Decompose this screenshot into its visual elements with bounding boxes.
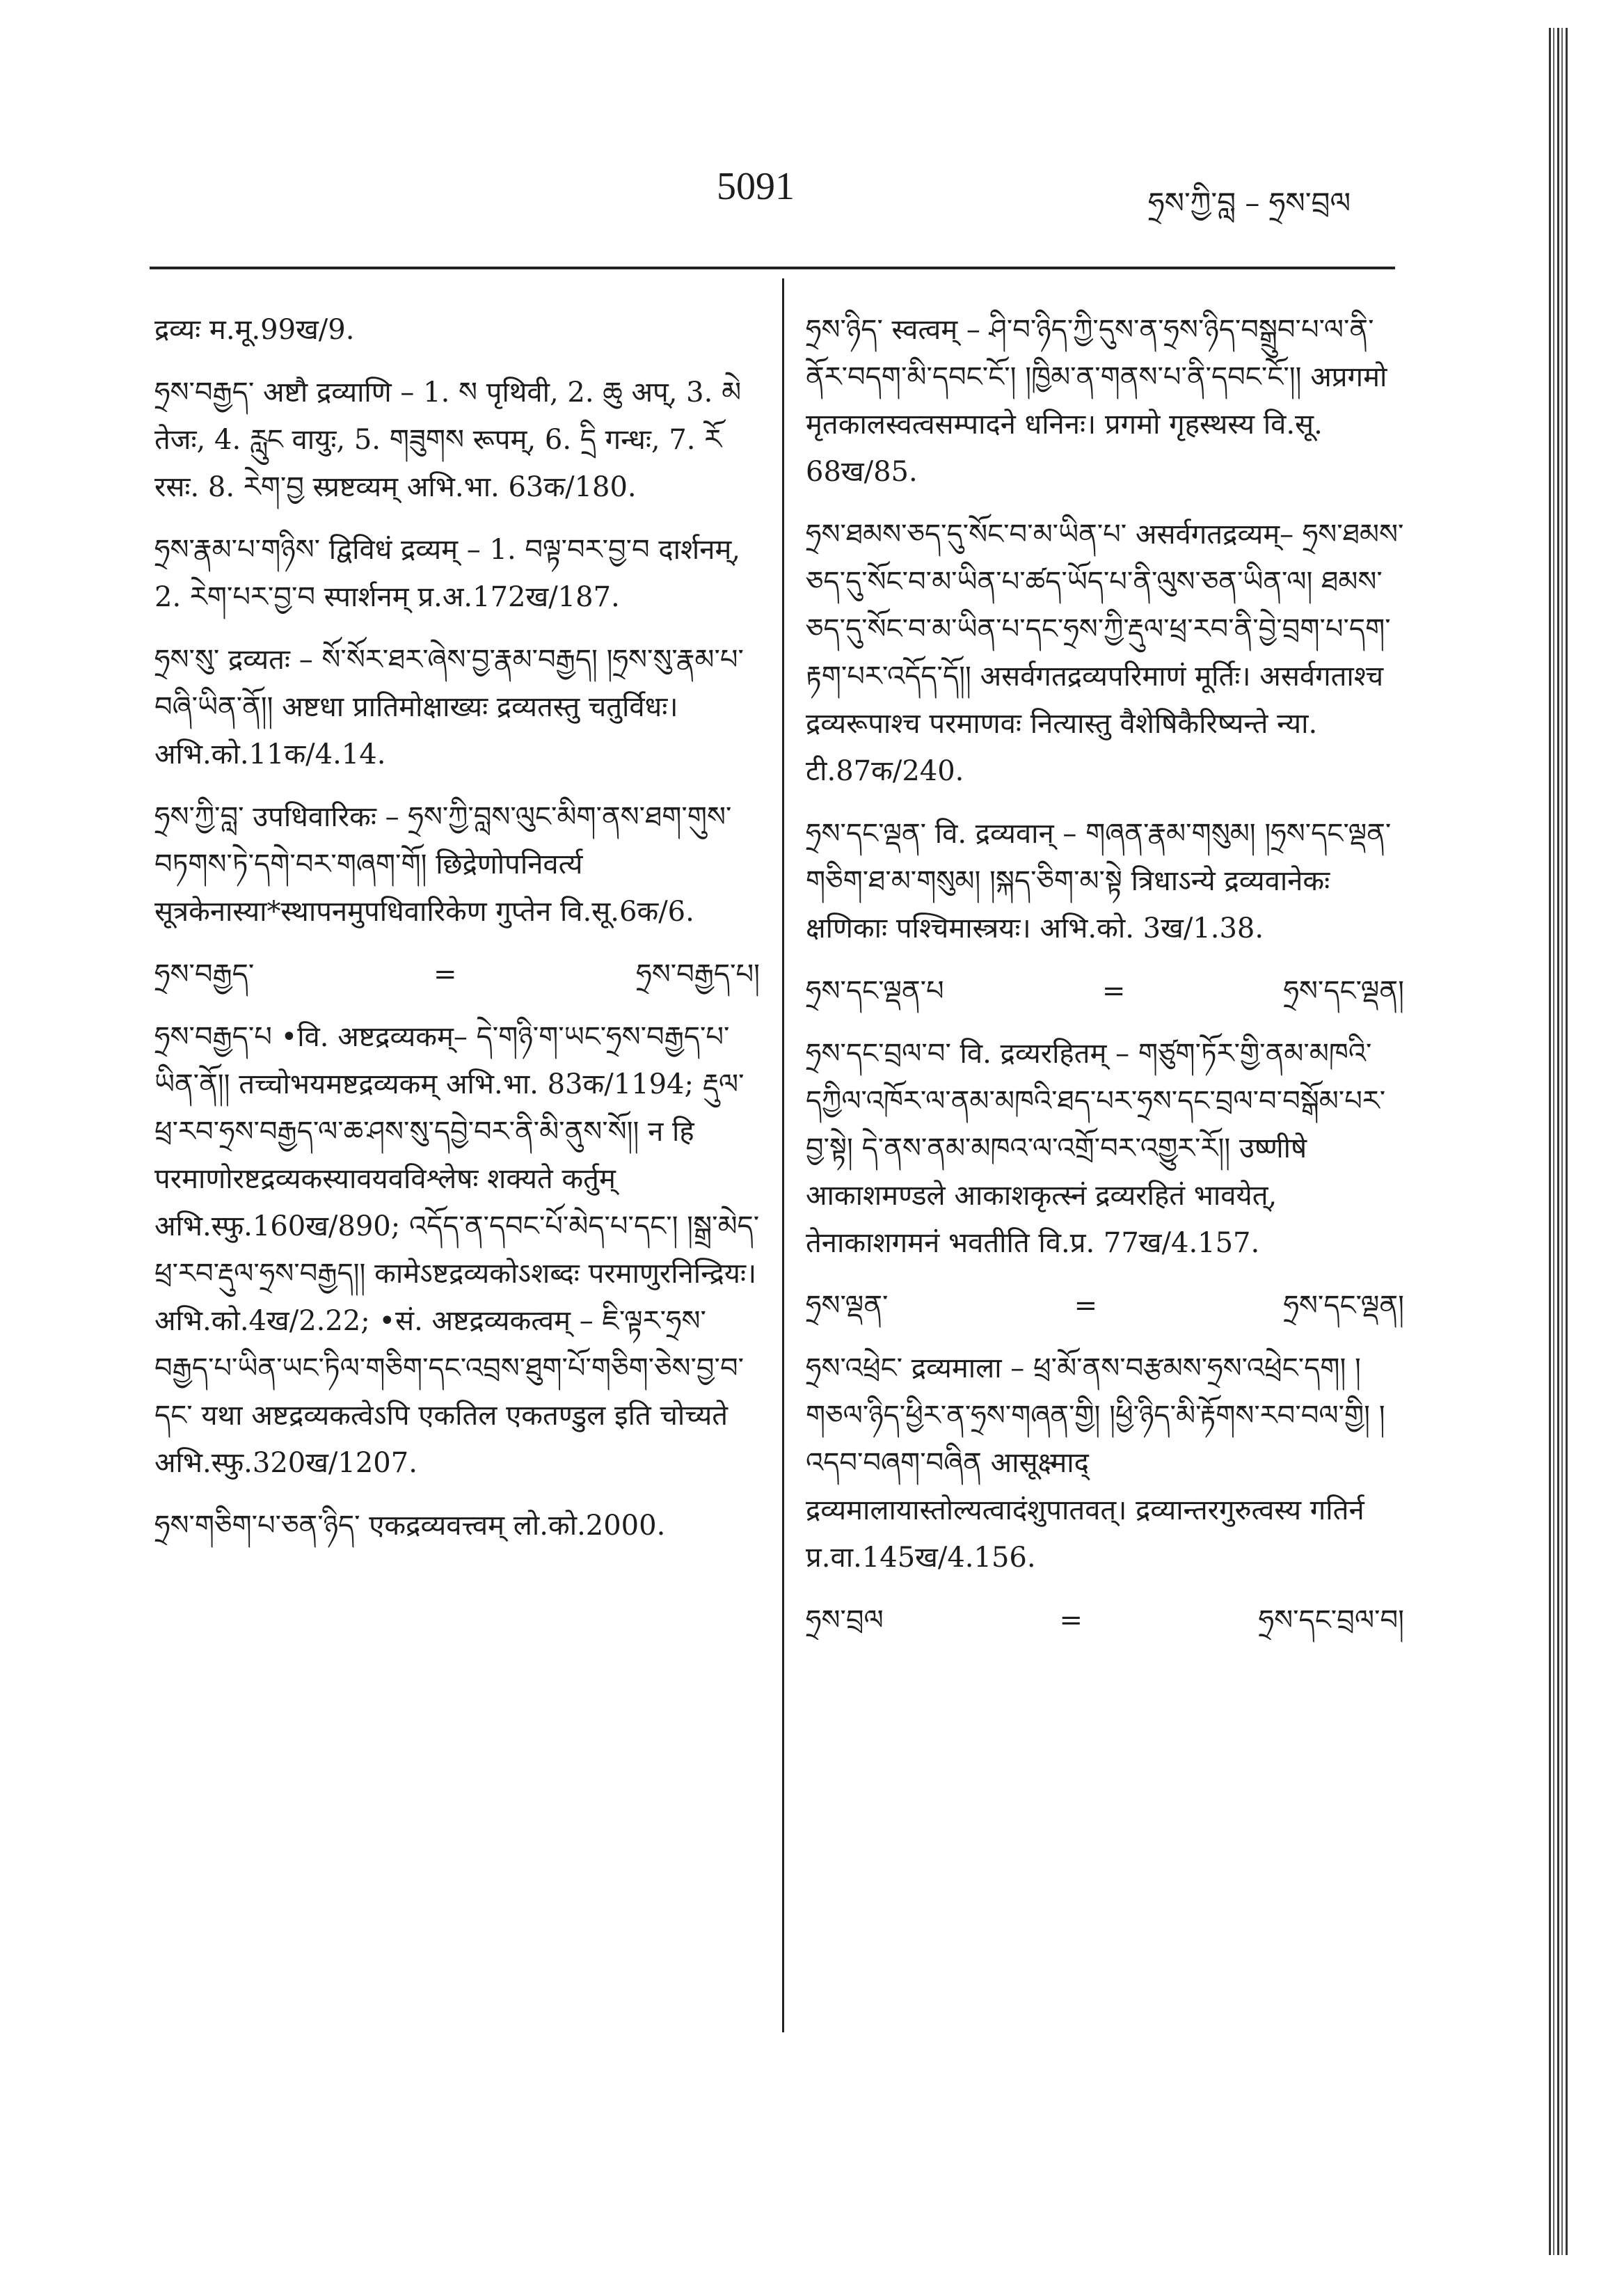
entry-text: ཧྲས་བརྒྱད་པ •वि. अष्टद्रव्यकम्– དེ་གཉི་ག་ཡང་ཧྲས་བརྒྱད་པ་ཡིན་ནོ།། तच्चोभयमष्टद्रव्यकम् अभि.भा. 83क/1194; རྡུལ་ཕྲ་རབ་ཧྲས་བརྒྱད་ལ་ཆ་ཤས་སུ་དབྱེ་བར་ནི་མི་ནུས་སོ།། न हि परमाणोरष्टद्रव्यकस्यावयवविश्लेषः शक्यते कर्तुम् अभि.स्फु.160ख/890; འདོད་ན་དབང་པོ་མེད་པ་དང་། །སྒྲ་མེད་ཕྲ་རབ་རྡུལ་ཧྲས་བརྒྱད།། कामेऽष्टद्रव्यकोऽशब्दः परमाणुरनिन्द्रियः। अभि.को.4ख/2.22; •सं. अष्टद्रव्यकत्वम् – ཇི་ལྟར་ཧྲས་བརྒྱད་པ་ཡིན་ཡང་ཏིལ་གཅིག་དང་འབྲས་ཐུག་པོ་གཅིག་ཅེས་བྱ་བ་དང་ यथा अष्टद्रव्यकत्वेऽपि एकतिल एकतण्डुल इति चोच्यते अभि.स्फु.320ख/1207. [154,1021,760,1479]
right-column [806,306,1404,1659]
entry-text: ཧྲས་དང་བྲལ་བ་ वि. द्रव्यरहितम् – གཙུག་ཏོར་གྱི་ནམ་མཁའི་དཀྱིལ་འཁོར་ལ་ནམ་མཁའི་ཐད་པར་ཧྲས་དང་བྲལ་བ་བསྒོམ་པར་བྱ་སྟེ། དེ་ནས་ནམ་མཁའ་ལ་འགྲོ་བར་འགྱུར་རོ།། उष्णीषे आकाशमण्डले आकाशकृत्स्नं द्रव्यरहितं भावयेत्, तेनाकाशगमनं भवतीति वि.प्र. 77ख/4.157. [806,1038,1386,1259]
dictionary-entry [806,511,1404,795]
dictionary-entry [154,369,760,511]
cross-reference-right: ཧྲས་དང་བྲལ་བ། [1258,1604,1404,1636]
cross-reference-entry [806,967,1404,1015]
header-rule [150,267,1395,269]
entry-text: ཧྲས་འཕྲེང་ द्रव्यमाला – ཕྲ་མོ་ནས་བརྩམས་ཧྲས་འཕྲེང་དག། །གཅལ་ཉིད་ཕྱིར་ན་ཧྲས་གཞན་གྱི། །ཕྱི་ཉིད་མི་རྟོགས་རབ་བལ་གྱི། །འདབ་བཞག་བཞིན आसूक्ष्माद् द्रव्यमालायास्तोल्यत्वादंशुपातवत्। द्रव्यान्तरगुरुत्वस्य गतिर्न प्र.वा.145ख/4.156. [806,1352,1385,1574]
cross-reference-left: ཧྲས་དང་ལྡན་པ [806,975,944,1007]
dictionary-entry [154,636,760,778]
dictionary-entry [806,1345,1404,1581]
left-column [154,306,760,1565]
entry-text: ཧྲས་ཀྱི་བླ་ उपधिवारिकः – ཧྲས་ཀྱི་བླས་ལུང་མིག་ནས་ཐག་གུས་བཏགས་ཏེ་དགེ་བར་གཞག་གོ། छिद्रेणोपनिवर्त्य सूत्रकेनास्या*स्थापनमुपधिवारिकेण गुप्तेन वि.सू.6क/6. [154,801,732,928]
scan-edge-artifact [1549,28,1570,2255]
cross-reference-sign: = [433,958,457,990]
entry-text: ཧྲས་བརྒྱད་ अष्टौ द्रव्याणि – 1. ས पृथिवी, 2. ཆུ अप्, 3. མེ तेजः, 4. རླུང वायुः, 5. གཟུགས रूपम्, 6. དྲི गन्धः, 7. རོ रसः. 8. རེག་བྱ स्प्रष्टव्यम् अभि.भा. 63क/180. [154,377,742,503]
cross-reference-sign: = [1101,975,1126,1007]
dictionary-entry [154,526,760,621]
dictionary-entry [806,1030,1404,1267]
entry-text: ཧྲས་སུ་ द्रव्यतः – སོ་སོར་ཐར་ཞེས་བྱ་རྣམ་བརྒྱད། །ཧྲས་སུ་རྣམ་པ་བཞི་ཡིན་ནོ།། अष्टधा प्रातिमोक्षाख्यः द्रव्यतस्तु चतुर्विधः। अभि.को.11क/4.14. [154,644,744,770]
cross-reference-right: ཧྲས་དང་ལྡན། [1283,975,1404,1007]
cross-reference-sign: = [1059,1604,1083,1636]
cross-reference-right: ཧྲས་དང་ལྡན། [1283,1290,1404,1322]
entry-text: ཧྲས་དང་ལྡན་ वि. द्रव्यवान् – གཞན་རྣམ་གསུམ། །ཧྲས་དང་ལྡན་གཅིག་ཐ་མ་གསུམ། །སྐད་ཅིག་མ་སྟེ त्रिधाऽन्ये द्रव्यवानेकः क्षणिकाः पश्चिमास्त्रयः। अभि.को. 3ख/1.38. [806,818,1392,944]
dictionary-entry [154,1013,760,1487]
column-divider [782,278,784,2032]
dictionary-entry [154,793,760,935]
cross-reference-entry [806,1282,1404,1329]
dictionary-entry [806,306,1404,496]
entry-text: ཧྲས་གཅིག་པ་ཅན་ཉིད་ एकद्रव्यवत्त्वम् लो.को.2000. [154,1510,666,1542]
cross-reference-right: ཧྲས་བརྒྱད་པ། [636,958,760,990]
cross-reference-entry [806,1597,1404,1644]
entry-text: द्रव्यः म.मू.99ख/9. [154,314,355,346]
entry-text: ཧྲས་ཐམས་ཅད་དུ་སོང་བ་མ་ཡིན་པ་ असर्वगतद्रव्यम्– ཧྲས་ཐམས་ཅད་དུ་སོང་བ་མ་ཡིན་པ་ཚད་ཡོད་པ་ནི་ལུས་ཅན་ཡིན་ལ། ཐམས་ཅད་དུ་སོང་བ་མ་ཡིན་པ་དང་ཧྲས་ཀྱི་རྡུལ་ཕྲ་རབ་ནི་བྱེ་བྲག་པ་དག་རྟག་པར་འདོད་དོ།། असर्वगतद्रव्यपरिमाणं मूर्तिः। असर्वगताश्च द्रव्यरूपाश्च परमाणवः नित्यास्तु वैशेषिकैरिष्यन्ते न्या. टी.87क/240. [806,519,1404,787]
cross-reference-entry [154,951,760,998]
cross-reference-sign: = [1074,1290,1098,1322]
running-head: ཧྲས་ཀྱི་བླ – ཧྲས་བྲལ [1148,186,1351,220]
dictionary-entry [154,306,760,354]
dictionary-entry [154,1502,760,1549]
cross-reference-left: ཧྲས་ལྡན་ [806,1290,889,1322]
cross-reference-left: ཧྲས་བརྒྱད་ [154,958,255,990]
page-number: 5091 [717,165,795,208]
entry-text: ཧྲས་ཉིད་ स्वत्वम् – ཤི་བ་ཉིད་ཀྱི་དུས་ན་ཧྲས་ཉིད་བསྒྲུབ་པ་ལ་ནི་ནོར་བདག་མི་དབང་ངོ་། །ཁྱིམ་ན་གནས་པ་ནི་དབང་ངོ་།། अप्रगमो मृतकालस्वत्वसम्पादने धनिनः। प्रगमो गृहस्थस्य वि.सू. 68ख/85. [806,314,1387,488]
cross-reference-left: ཧྲས་བྲལ [806,1604,884,1636]
entry-text: ཧྲས་རྣམ་པ་གཉིས་ द्विविधं द्रव्यम् – 1. བལྟ་བར་བྱ་བ दार्शनम्, 2. རེག་པར་བྱ་བ स्पार्शनम् प्र.अ.172ख/187. [154,534,741,613]
dictionary-entry [806,810,1404,952]
